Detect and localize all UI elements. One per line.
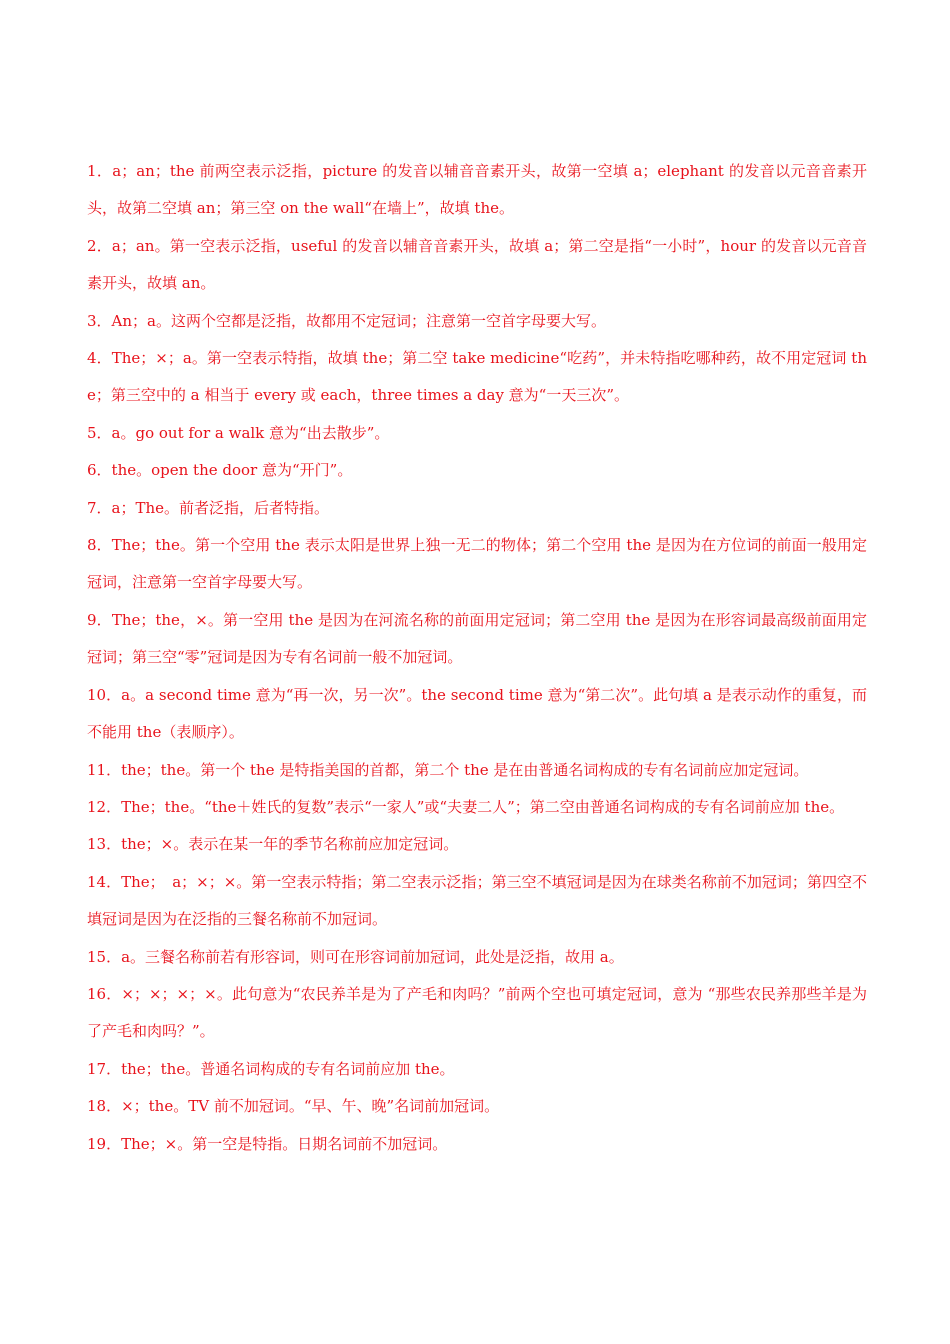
answer-item-8: 8．The；the。第一个空用 the 表示太阳是世界上独一无二的物体；第二个空用 the 是因为在方位词的前面一般用定冠词，注意第一空首字母要大写。 <box>87 536 867 592</box>
answer-item-19: 19．The；×。第一空是特指。日期名词前不加冠词。 <box>87 1134 448 1153</box>
answer-list <box>87 153 867 1163</box>
answer-item-2: 2．a；an。第一空表示泛指，useful 的发音以辅音音素开头，故填 a；第二空是指“一小时”，hour 的发音以元音音素开头，故填 an。 <box>87 236 867 293</box>
answer-item-12: 12．The；the。“the＋姓氏的复数”表示“一家人”或“夫妻二人”；第二空由普通名词构成的专有名词前应加 the。 <box>87 797 845 816</box>
answer-item-17: 17．the；the。普通名词构成的专有名词前应加 the。 <box>87 1059 455 1078</box>
answer-item-10: 10．a。a second time 意为“再一次，另一次”。the second time 意为“第二次”。此句填 a 是表示动作的重复，而不能用 the（表顺序）。 <box>87 685 867 742</box>
answer-item-18: 18．×；the。TV 前不加冠词。“早、午、晚”名词前加冠词。 <box>87 1097 500 1116</box>
answer-item-3: 3．An；a。这两个空都是泛指，故都用不定冠词；注意第一空首字母要大写。 <box>87 311 606 330</box>
answer-item-16: 16．×；×；×；×。此句意为“农民养羊是为了产毛和肉吗？”前两个空也可填定冠词，意为 “那些农民养那些羊是为了产毛和肉吗？”。 <box>87 984 867 1041</box>
answer-item-14: 14．The； a；×；×。第一空表示特指；第二空表示泛指；第三空不填冠词是因为在球类名称前不加冠词；第四空不填冠词是因为在泛指的三餐名称前不加冠词。 <box>87 872 867 929</box>
answer-item-1: 1．a；an；the 前两空表示泛指，picture 的发音以辅音音素开头，故第一空填 a；elephant 的发音以元音音素开头，故第二空填 an；第三空 on the wall“在墙上”，故填 the。 <box>87 162 867 218</box>
answer-item-9: 9．The；the，×。第一空用 the 是因为在河流名称的前面用定冠词；第二空用 the 是因为在形容词最高级前面用定冠词；第三空“零”冠词是因为专有名词前一般不加冠词。 <box>87 610 867 667</box>
answer-item-11: 11．the；the。第一个 the 是特指美国的首都，第二个 the 是在由普通名词构成的专有名词前应加定冠词。 <box>87 760 809 779</box>
answer-item-7: 7．a；The。前者泛指，后者特指。 <box>87 498 330 517</box>
answer-item-4: 4．The；×；a。第一空表示特指，故填 the；第二空 take medicine“吃药”，并未特指吃哪种药，故不用定冠词 the；第三空中的 a 相当于 every 或 each，three times a day 意为“一天三次”。 <box>87 349 867 405</box>
answer-item-15: 15．a。三餐名称前若有形容词，则可在形容词前加冠词，此处是泛指，故用 a。 <box>87 947 624 966</box>
answer-item-6: 6．the。open the door 意为“开门”。 <box>87 461 353 480</box>
answer-item-5: 5．a。go out for a walk 意为“出去散步”。 <box>87 423 390 442</box>
answer-item-13: 13．the；×。表示在某一年的季节名称前应加定冠词。 <box>87 835 459 854</box>
